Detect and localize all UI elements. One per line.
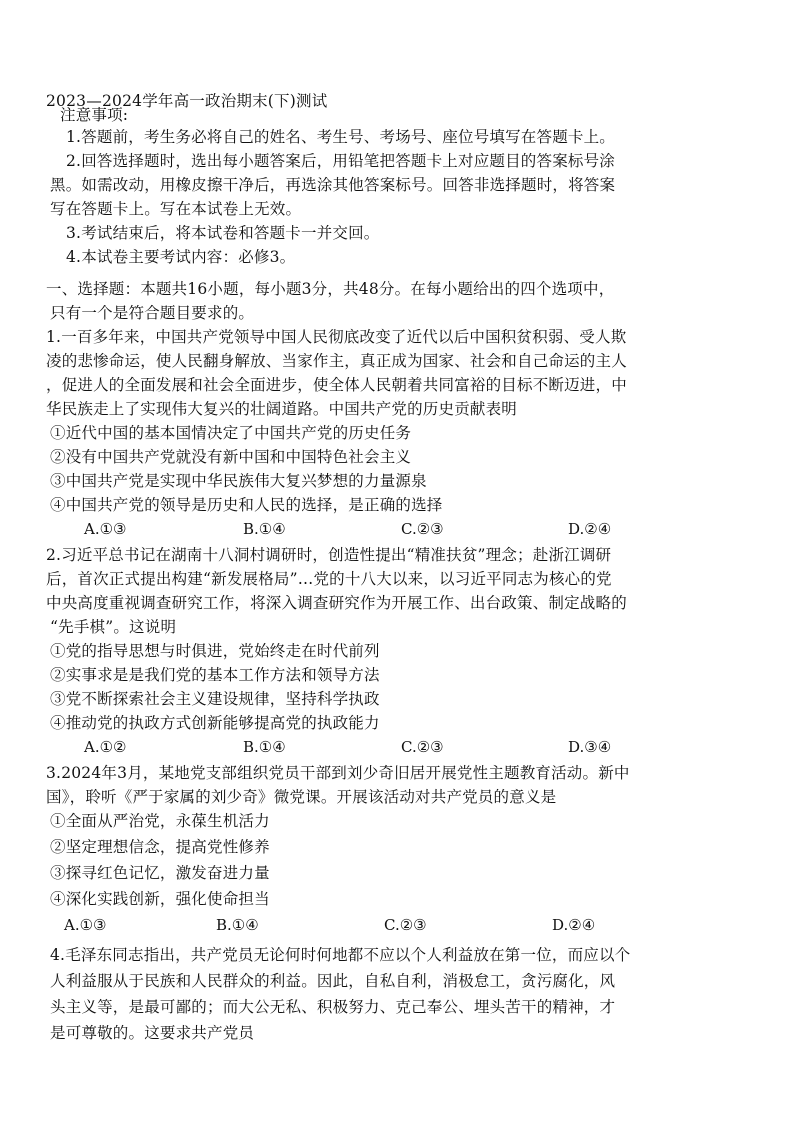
q3-item: ①全面从严治党，永葆生机活力 — [50, 812, 270, 830]
q3-stem-line: 3.2024年3月，某地党支部组织党员干部到刘少奇旧居开展党性主题教育活动。新中 — [46, 764, 630, 782]
q2-option-c: C.②③ — [401, 738, 444, 756]
notice-heading: 注意事项: — [60, 106, 129, 124]
q2-item: ①党的指导思想与时俱进，党始终走在时代前列 — [50, 642, 380, 660]
q3-option-a: A.①③ — [64, 916, 107, 934]
q1-stem-line: 1.一百多年来，中国共产党领导中国人民彻底改变了近代以后中国积贫积弱、受人欺 — [46, 328, 627, 346]
q4-stem-line: 是可尊敬的。这要求共产党员 — [50, 1024, 255, 1042]
page-title: 2023—2024学年高一政治期末(下)测试 — [46, 92, 328, 110]
q2-option-b: B.①④ — [243, 738, 286, 756]
q1-option-a: A.①③ — [84, 520, 127, 538]
q2-stem-line: 中央高度重视调查研究工作，将深入调查研究作为开展工作、出台政策、制定战略的 — [46, 594, 627, 612]
q1-stem-line: ，促进人的全面发展和社会全面进步，使全体人民朝着共同富裕的目标不断迈进，中 — [46, 376, 627, 394]
q2-item: ③党不断探索社会主义建设规律，坚持科学执政 — [50, 690, 380, 708]
q4-stem-line: 人利益服从于民族和人民群众的利益。因此，自私自利，消极怠工，贪污腐化，风 — [50, 972, 616, 990]
section-heading: 一、选择题：本题共16小题，每小题3分，共48分。在每小题给出的四个选项中， — [46, 280, 615, 298]
notice-line: 3.考试结束后，将本试卷和答题卡一并交回。 — [66, 224, 380, 242]
q3-item: ②坚定理想信念，提高党性修养 — [50, 838, 270, 856]
q3-option-d: D.②④ — [552, 916, 596, 934]
q2-option-d: D.③④ — [568, 738, 612, 756]
q3-item: ③探寻红色记忆，激发奋进力量 — [50, 864, 270, 882]
notice-line: 1.答题前，考生务必将自己的姓名、考生号、考场号、座位号填写在答题卡上。 — [66, 128, 615, 146]
q2-option-a: A.①② — [84, 738, 127, 756]
q1-option-d: D.②④ — [568, 520, 612, 538]
notice-line: 写在答题卡上。写在本试卷上无效。 — [50, 200, 302, 218]
q1-item: ④中国共产党的领导是历史和人民的选择，是正确的选择 — [50, 496, 443, 514]
q4-stem-line: 4.毛泽东同志指出，共产党员无论何时何地都不应以个人利益放在第一位，而应以个 — [50, 946, 631, 964]
q2-stem-line: “先手棋”。这说明 — [50, 618, 177, 636]
q2-item: ④推动党的执政方式创新能够提高党的执政能力 — [50, 714, 380, 732]
q1-item: ②没有中国共产党就没有新中国和中国特色社会主义 — [50, 448, 412, 466]
q3-option-b: B.①④ — [216, 916, 259, 934]
section-heading-cont: 只有一个是符合题目要求的。 — [50, 304, 255, 322]
q2-stem-line: 后，首次正式提出构建“新发展格局”…党的十八大以来，以习近平同志为核心的党 — [46, 570, 612, 588]
notice-line: 2.回答选择题时，选出每小题答案后，用铅笔把答题卡上对应题目的答案标号涂 — [66, 152, 615, 170]
q1-stem-line: 华民族走上了实现伟大复兴的壮阔道路。中国共产党的历史贡献表明 — [46, 400, 518, 418]
q2-stem-line: 2.习近平总书记在湖南十八洞村调研时，创造性提出“精准扶贫”理念；赴浙江调研 — [46, 546, 612, 564]
q1-option-b: B.①④ — [243, 520, 286, 538]
q3-option-c: C.②③ — [384, 916, 427, 934]
q1-option-c: C.②③ — [401, 520, 444, 538]
q1-stem-line: 凌的悲惨命运，使人民翻身解放、当家作主，真正成为国家、社会和自己命运的主人 — [46, 352, 627, 370]
q4-stem-line: 头主义等，是最可鄙的；而大公无私、积极努力、克己奉公、埋头苦干的精神，才 — [50, 998, 616, 1016]
q2-item: ②实事求是是我们党的基本工作方法和领导方法 — [50, 666, 380, 684]
q3-item: ④深化实践创新，强化使命担当 — [50, 890, 270, 908]
q1-item: ③中国共产党是实现中华民族伟大复兴梦想的力量源泉 — [50, 472, 427, 490]
q1-item: ①近代中国的基本国情决定了中国共产党的历史任务 — [50, 424, 412, 442]
notice-line: 黑。如需改动，用橡皮擦干净后，再选涂其他答案标号。回答非选择题时，将答案 — [50, 176, 616, 194]
notice-line: 4.本试卷主要考试内容：必修3。 — [66, 248, 296, 266]
q3-stem-line: 国》，聆听《严于家属的刘少奇》微党课。开展该活动对共产党员的意义是 — [46, 788, 557, 806]
